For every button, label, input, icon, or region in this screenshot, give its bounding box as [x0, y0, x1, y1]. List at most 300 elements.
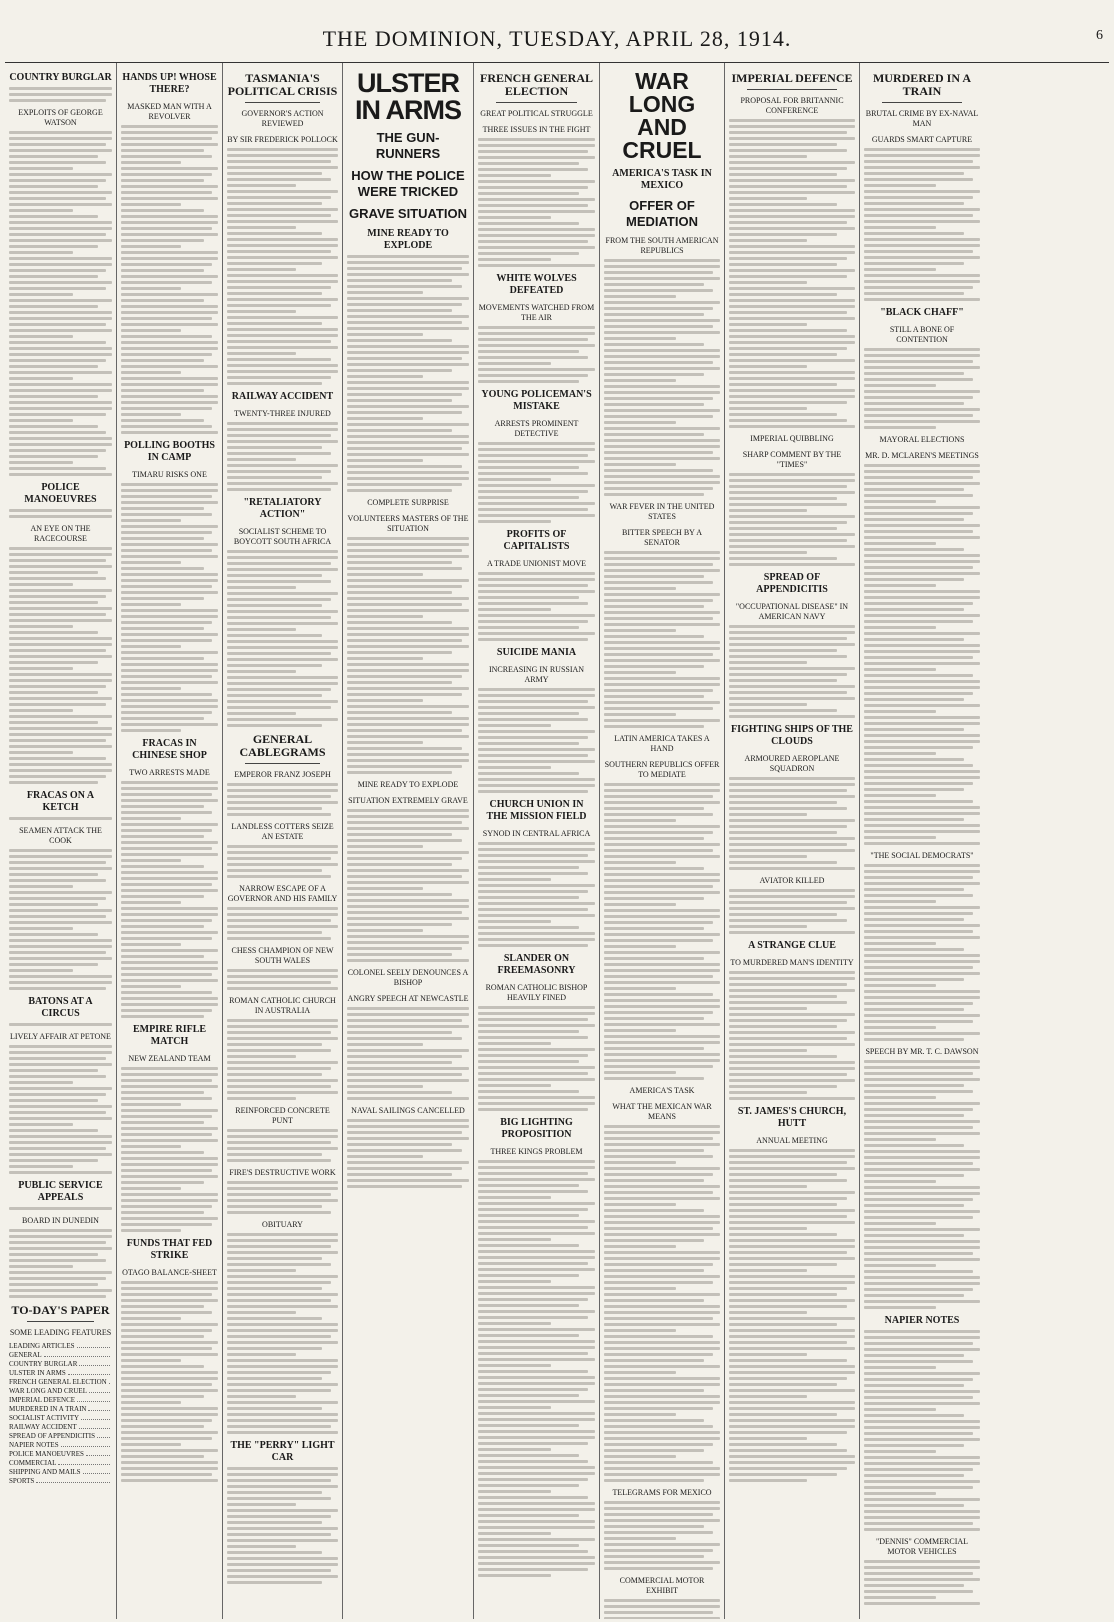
article-block	[478, 1117, 595, 1141]
sub-headline: TO MURDERED MAN'S IDENTITY	[730, 958, 854, 967]
body-text	[227, 845, 338, 878]
sub-headline: SHARP COMMENT BY THE "TIMES"	[742, 450, 842, 469]
feature-index	[9, 1342, 112, 1486]
body-text	[729, 889, 855, 934]
body-text	[478, 688, 595, 793]
article-block	[227, 1440, 338, 1584]
body-text	[604, 551, 720, 728]
headline: FRACAS ON A KETCH	[26, 790, 95, 813]
article-block	[729, 572, 855, 596]
article-block	[864, 1537, 980, 1605]
article-block	[121, 1268, 218, 1482]
body-text	[478, 1160, 595, 1577]
article-block	[604, 198, 720, 230]
column-2	[117, 63, 223, 1619]
article-block	[729, 724, 855, 748]
body-text	[347, 255, 469, 492]
body-text	[347, 1119, 469, 1188]
sub-headline: SITUATION EXTREMELY GRAVE	[348, 796, 468, 805]
sub-headline: SOME LEADING FEATURES	[9, 1328, 112, 1337]
sub-headline: STILL A BONE OF CONTENTION	[889, 325, 955, 344]
article-block	[9, 1180, 112, 1210]
article-block	[478, 829, 595, 947]
body-text	[604, 1125, 720, 1482]
article-block	[9, 826, 112, 990]
headline: NAPIER NOTES	[884, 1315, 960, 1326]
article-block	[604, 1102, 720, 1482]
article-block	[9, 996, 112, 1026]
article-block	[864, 435, 980, 445]
article-block	[227, 822, 338, 878]
article-block	[121, 470, 218, 732]
sub-headline: SOCIALIST SCHEME TO BOYCOTT SOUTH AFRICA	[233, 527, 332, 546]
article-block	[121, 72, 218, 96]
article-block	[121, 1054, 218, 1232]
article-block	[729, 1136, 855, 1482]
body-text	[729, 625, 855, 718]
sub-headline: EMPEROR FRANZ JOSEPH	[234, 770, 331, 779]
leader-dots	[79, 1423, 110, 1429]
index-entry-label: COUNTRY BURGLAR	[9, 1360, 78, 1368]
body-text	[227, 550, 338, 727]
article-block	[478, 109, 595, 119]
headline: SPREAD OF APPENDICITIS	[756, 572, 828, 595]
sub-headline: MINE READY TO EXPLODE	[357, 780, 459, 789]
sub-headline: NARROW ESCAPE OF A GOVERNOR AND HIS FAMILY	[227, 884, 338, 903]
article-block	[9, 482, 112, 518]
sub-headline: REINFORCED CONCRETE PUNT	[235, 1106, 330, 1125]
rule-divider	[27, 1321, 94, 1322]
sub-headline: ANNUAL MEETING	[756, 1136, 828, 1145]
body-text	[347, 809, 469, 962]
body-text	[9, 817, 112, 820]
index-entry-label: RAILWAY ACCIDENT	[9, 1423, 77, 1431]
headline: BIG LIGHTING PROPOSITION	[500, 1117, 573, 1140]
sub-headline: BOARD IN DUNEDIN	[22, 1216, 99, 1225]
index-entry-label: GENERAL	[9, 1351, 42, 1359]
article-block	[478, 419, 595, 523]
index-entry	[9, 1369, 112, 1378]
article-block	[9, 1328, 112, 1486]
article-block	[227, 946, 338, 990]
article-block	[478, 1147, 595, 1577]
body-text	[9, 87, 112, 102]
sub-headline: GREAT POLITICAL STRUGGLE	[480, 109, 593, 118]
leader-dots	[97, 1432, 110, 1438]
article-block	[864, 307, 980, 319]
article-block	[729, 434, 855, 444]
index-entry	[9, 1405, 112, 1414]
article-block	[347, 514, 469, 774]
article-block	[478, 389, 595, 413]
article-block	[347, 1106, 469, 1188]
article-block	[121, 1024, 218, 1048]
article-block	[729, 1106, 855, 1130]
article-block	[478, 273, 595, 297]
leader-dots	[79, 1360, 110, 1366]
headline: POLLING BOOTHS IN CAMP	[124, 440, 215, 463]
article-block	[121, 738, 218, 762]
article-block	[864, 325, 980, 429]
column-5	[474, 63, 600, 1619]
article-block	[604, 502, 720, 522]
article-block	[227, 409, 338, 491]
body-text	[9, 1207, 112, 1210]
sub-headline: PROPOSAL FOR BRITANNIC CONFERENCE	[740, 96, 844, 115]
sub-headline: NAVAL SAILINGS CANCELLED	[351, 1106, 465, 1115]
leader-dots	[89, 1387, 110, 1393]
sub-headline: AVIATOR KILLED	[759, 876, 825, 885]
article-block	[604, 236, 720, 496]
body-text	[9, 1045, 112, 1174]
sub-headline: ARRESTS PROMINENT DETECTIVE	[494, 419, 579, 438]
sub-headline: LATIN AMERICA TAKES A HAND	[614, 734, 710, 753]
index-entry-label: POLICE MANOEUVRES	[9, 1450, 84, 1458]
body-text	[227, 1019, 338, 1100]
leader-dots	[68, 1369, 110, 1375]
article-block	[227, 1106, 338, 1162]
column-1	[5, 63, 117, 1619]
headline: PUBLIC SERVICE APPEALS	[18, 1180, 103, 1203]
headline: "BLACK CHAFF"	[880, 307, 964, 318]
sub-headline: "THE SOCIAL DEMOCRATS"	[870, 851, 974, 860]
article-block	[9, 1304, 112, 1322]
headline: POLICE MANOEUVRES	[24, 482, 97, 505]
article-block	[347, 130, 469, 162]
article-block	[227, 733, 338, 764]
article-block	[604, 1086, 720, 1096]
article-block	[121, 1238, 218, 1262]
rule-divider	[245, 102, 320, 103]
body-text	[9, 1229, 112, 1298]
headline: COUNTRY BURGLAR	[9, 72, 112, 83]
article-block	[864, 1047, 980, 1309]
index-entry	[9, 1351, 112, 1360]
body-text	[121, 1067, 218, 1232]
column-4	[343, 63, 474, 1619]
body-text	[478, 442, 595, 523]
sub-headline: COMPLETE SURPRISE	[367, 498, 449, 507]
sub-headline: OTAGO BALANCE-SHEET	[122, 1268, 217, 1277]
article-block	[227, 497, 338, 521]
article-block	[347, 168, 469, 200]
article-block	[227, 1168, 338, 1214]
sub-headline: SEAMEN ATTACK THE COOK	[19, 826, 102, 845]
article-block	[9, 108, 112, 476]
sub-headline: MR. D. MCLAREN'S MEETINGS	[865, 451, 979, 460]
index-entry	[9, 1378, 112, 1387]
column-3	[223, 63, 343, 1619]
article-block	[121, 768, 218, 1018]
body-text	[864, 464, 980, 845]
body-text	[121, 483, 218, 732]
headline: WHITE WOLVES DEFEATED	[496, 273, 577, 296]
article-block	[227, 109, 338, 129]
headline: IMPERIAL DEFENCE	[731, 71, 853, 85]
body-text	[864, 1560, 980, 1605]
column-8	[860, 63, 984, 1619]
article-block	[9, 72, 112, 102]
index-entry-label: MURDERED IN A TRAIN	[9, 1405, 87, 1413]
article-block	[729, 72, 855, 90]
index-entry-label: SPREAD OF APPENDICITIS	[9, 1432, 95, 1440]
rule-divider	[882, 102, 962, 103]
sub-headline: LANDLESS COTTERS SEIZE AN ESTATE	[231, 822, 334, 841]
article-block	[347, 968, 469, 988]
article-block	[478, 799, 595, 823]
article-block	[227, 884, 338, 940]
index-entry	[9, 1360, 112, 1369]
sub-headline: MAYORAL ELECTIONS	[879, 435, 965, 444]
sub-headline: EXPLOITS OF GEORGE WATSON	[18, 108, 103, 127]
sub-headline: GUARDS SMART CAPTURE	[871, 135, 973, 144]
body-text	[227, 907, 338, 940]
body-text	[864, 1330, 980, 1531]
sub-headline: NEW ZEALAND TEAM	[128, 1054, 211, 1063]
article-block	[227, 72, 338, 103]
sub-headline: TWO ARRESTS MADE	[129, 768, 210, 777]
article-block	[478, 647, 595, 659]
leader-dots	[109, 1378, 110, 1384]
article-block	[478, 72, 595, 103]
leader-dots	[44, 1351, 110, 1357]
body-text	[478, 572, 595, 641]
body-text	[227, 1233, 338, 1434]
rule-divider	[496, 102, 577, 103]
article-block	[729, 958, 855, 1100]
article-block	[729, 876, 855, 934]
sub-headline: ANGRY SPEECH AT NEWCASTLE	[347, 994, 469, 1003]
sub-headline: SYNOD IN CENTRAL AFRICA	[482, 829, 591, 838]
article-block	[227, 770, 338, 816]
index-entry-label: IMPERIAL DEFENCE	[9, 1396, 76, 1404]
columns-container	[5, 63, 1109, 1619]
deck-headline: HOW THE POLICE WERE TRICKED	[351, 168, 465, 199]
body-text	[864, 864, 980, 1041]
article-block	[227, 527, 338, 727]
headline: FRACAS IN CHINESE SHOP	[132, 738, 207, 761]
index-entry-label: LEADING ARTICLES	[9, 1342, 75, 1350]
headline: FIGHTING SHIPS OF THE CLOUDS	[731, 724, 853, 747]
article-block	[227, 391, 338, 403]
article-block	[347, 206, 469, 222]
sub-headline: COMMERCIAL MOTOR EXHIBIT	[619, 1576, 705, 1595]
body-text	[121, 1281, 218, 1482]
index-entry	[9, 1396, 112, 1405]
deck-headline: GRAVE SITUATION	[349, 206, 467, 221]
sub-headline: BY SIR FREDERICK POLLOCK	[227, 135, 338, 144]
index-entry	[9, 1432, 112, 1441]
headline: AMERICA'S TASK IN MEXICO	[612, 168, 712, 191]
index-entry	[9, 1450, 112, 1459]
body-text	[9, 131, 112, 476]
index-entry-label: COMMERCIAL	[9, 1459, 57, 1467]
article-block	[227, 1220, 338, 1434]
body-text	[9, 509, 112, 518]
headline: SUICIDE MANIA	[496, 647, 577, 658]
index-entry	[9, 1423, 112, 1432]
index-entry-label: FRENCH GENERAL ELECTION	[9, 1378, 107, 1386]
leader-dots	[77, 1396, 110, 1402]
headline: FUNDS THAT FED STRIKE	[126, 1238, 213, 1261]
article-block	[478, 529, 595, 553]
sub-headline: FROM THE SOUTH AMERICAN REPUBLICS	[605, 236, 719, 255]
headline: EMPIRE RIFLE MATCH	[132, 1024, 207, 1047]
article-block	[9, 1032, 112, 1174]
headline: CHURCH UNION IN THE MISSION FIELD	[486, 799, 587, 822]
sub-headline: LIVELY AFFAIR AT PETONE	[10, 1032, 111, 1041]
sub-headline: CHESS CHAMPION OF NEW SOUTH WALES	[231, 946, 334, 965]
article-block	[347, 796, 469, 962]
body-text	[478, 138, 595, 267]
leader-dots	[81, 1414, 110, 1420]
newspaper-title: THE DOMINION, TUESDAY, APRIL 28, 1914.	[322, 26, 792, 51]
article-block	[864, 135, 980, 301]
rule-divider	[747, 89, 837, 90]
leader-dots	[86, 1450, 110, 1456]
sub-headline: ARMOURED AEROPLANE SQUADRON	[744, 754, 840, 773]
page-number: 6	[1096, 28, 1103, 43]
sub-headline: THREE ISSUES IN THE FIGHT	[482, 125, 591, 134]
sub-headline: WHAT THE MEXICAN WAR MEANS	[612, 1102, 712, 1121]
article-block	[864, 72, 980, 103]
article-block	[478, 665, 595, 793]
main-headline: ULSTER IN ARMS	[355, 68, 461, 125]
sub-headline: A TRADE UNIONIST MOVE	[486, 559, 587, 568]
sub-headline: ROMAN CATHOLIC CHURCH IN AUSTRALIA	[229, 996, 336, 1015]
article-block	[604, 760, 720, 1080]
article-block	[864, 109, 980, 129]
sub-headline: SPEECH BY MR. T. C. DAWSON	[865, 1047, 979, 1056]
article-block	[604, 1576, 720, 1619]
article-block	[347, 70, 469, 124]
body-text	[121, 125, 218, 434]
headline: ST. JAMES'S CHURCH, HUTT	[737, 1106, 847, 1129]
headline: SLANDER ON FREEMASONRY	[497, 953, 576, 976]
sub-headline: INCREASING IN RUSSIAN ARMY	[488, 665, 585, 684]
sub-headline: AN EYE ON THE RACECOURSE	[30, 524, 91, 543]
index-entry	[9, 1477, 112, 1486]
article-block	[9, 524, 112, 784]
index-entry	[9, 1342, 112, 1351]
deck-headline: THE GUN-RUNNERS	[375, 130, 441, 161]
sub-headline: TIMARU RISKS ONE	[132, 470, 207, 479]
body-text	[227, 1181, 338, 1214]
body-text	[729, 971, 855, 1100]
article-block	[347, 994, 469, 1100]
article-block	[9, 790, 112, 820]
body-text	[864, 348, 980, 429]
headline: FRENCH GENERAL ELECTION	[479, 71, 593, 98]
body-text	[121, 781, 218, 1018]
body-text	[9, 1023, 112, 1026]
article-block	[121, 102, 218, 434]
body-text	[729, 1149, 855, 1482]
index-entry-label: SHIPPING AND MAILS	[9, 1468, 81, 1476]
body-text	[604, 259, 720, 496]
body-text	[227, 969, 338, 990]
sub-headline: SOUTHERN REPUBLICS OFFER TO MEDIATE	[604, 760, 720, 779]
leader-dots	[88, 1405, 110, 1411]
sub-headline: WAR FEVER IN THE UNITED STATES	[609, 502, 715, 521]
article-block	[347, 498, 469, 508]
column-6	[600, 63, 725, 1619]
article-block	[604, 734, 720, 754]
article-block	[478, 953, 595, 977]
sub-headline: MASKED MAN WITH A REVOLVER	[127, 102, 212, 121]
body-text	[9, 547, 112, 784]
body-text	[864, 148, 980, 301]
body-text	[478, 842, 595, 947]
index-entry-label: SPORTS	[9, 1477, 35, 1485]
body-text	[227, 783, 338, 816]
body-text	[227, 1467, 338, 1584]
index-entry-label: WAR LONG AND CRUEL	[9, 1387, 87, 1395]
article-block	[478, 125, 595, 267]
sub-headline: OBITUARY	[262, 1220, 303, 1229]
sub-headline: "DENNIS" COMMERCIAL MOTOR VEHICLES	[875, 1537, 969, 1556]
index-entry	[9, 1414, 112, 1423]
sub-headline: BRUTAL CRIME BY EX-NAVAL MAN	[865, 109, 979, 128]
sub-headline: VOLUNTEERS MASTERS OF THE SITUATION	[347, 514, 469, 533]
sub-headline: ROMAN CATHOLIC BISHOP HEAVILY FINED	[485, 983, 588, 1002]
headline: PROFITS OF CAPITALISTS	[503, 529, 570, 552]
body-text	[347, 1007, 469, 1100]
headline: TO-DAY'S PAPER	[11, 1303, 110, 1317]
index-entry	[9, 1441, 112, 1450]
headline: TASMANIA'S POLITICAL CRISIS	[227, 71, 338, 98]
article-block	[729, 602, 855, 718]
body-text	[478, 326, 595, 383]
body-text	[227, 1129, 338, 1162]
index-entry-label: SOCIALIST ACTIVITY	[9, 1414, 80, 1422]
article-block	[347, 228, 469, 492]
sub-headline: GOVERNOR'S ACTION REVIEWED	[241, 109, 324, 128]
index-entry	[9, 1468, 112, 1477]
article-block	[347, 780, 469, 790]
headline: THE "PERRY" LIGHT CAR	[230, 1440, 335, 1463]
headline: YOUNG POLICEMAN'S MISTAKE	[481, 389, 592, 412]
body-text	[227, 148, 338, 385]
headline: "RETALIATORY ACTION"	[243, 497, 322, 520]
article-block	[478, 559, 595, 641]
article-block	[864, 451, 980, 845]
article-block	[121, 440, 218, 464]
leader-dots	[58, 1459, 110, 1465]
body-text	[729, 119, 855, 428]
leader-dots	[61, 1441, 110, 1447]
headline: BATONS AT A CIRCUS	[28, 996, 93, 1019]
sub-headline: COLONEL SEELY DENOUNCES A BISHOP	[347, 968, 469, 987]
headline: A STRANGE CLUE	[748, 940, 836, 951]
article-block	[729, 754, 855, 870]
headline: HANDS UP! WHOSE THERE?	[122, 72, 217, 95]
sub-headline: THREE KINGS PROBLEM	[490, 1147, 583, 1156]
index-entry	[9, 1459, 112, 1468]
masthead	[5, 4, 1109, 63]
article-block	[729, 96, 855, 428]
leader-dots	[36, 1477, 110, 1483]
article-block	[227, 135, 338, 385]
leader-dots	[83, 1468, 110, 1474]
article-block	[604, 1488, 720, 1570]
article-block	[227, 996, 338, 1100]
article-block	[478, 983, 595, 1111]
index-entry-label: ULSTER IN ARMS	[9, 1369, 66, 1377]
article-block	[864, 1315, 980, 1531]
leader-dots	[77, 1342, 111, 1348]
body-text	[604, 783, 720, 1080]
